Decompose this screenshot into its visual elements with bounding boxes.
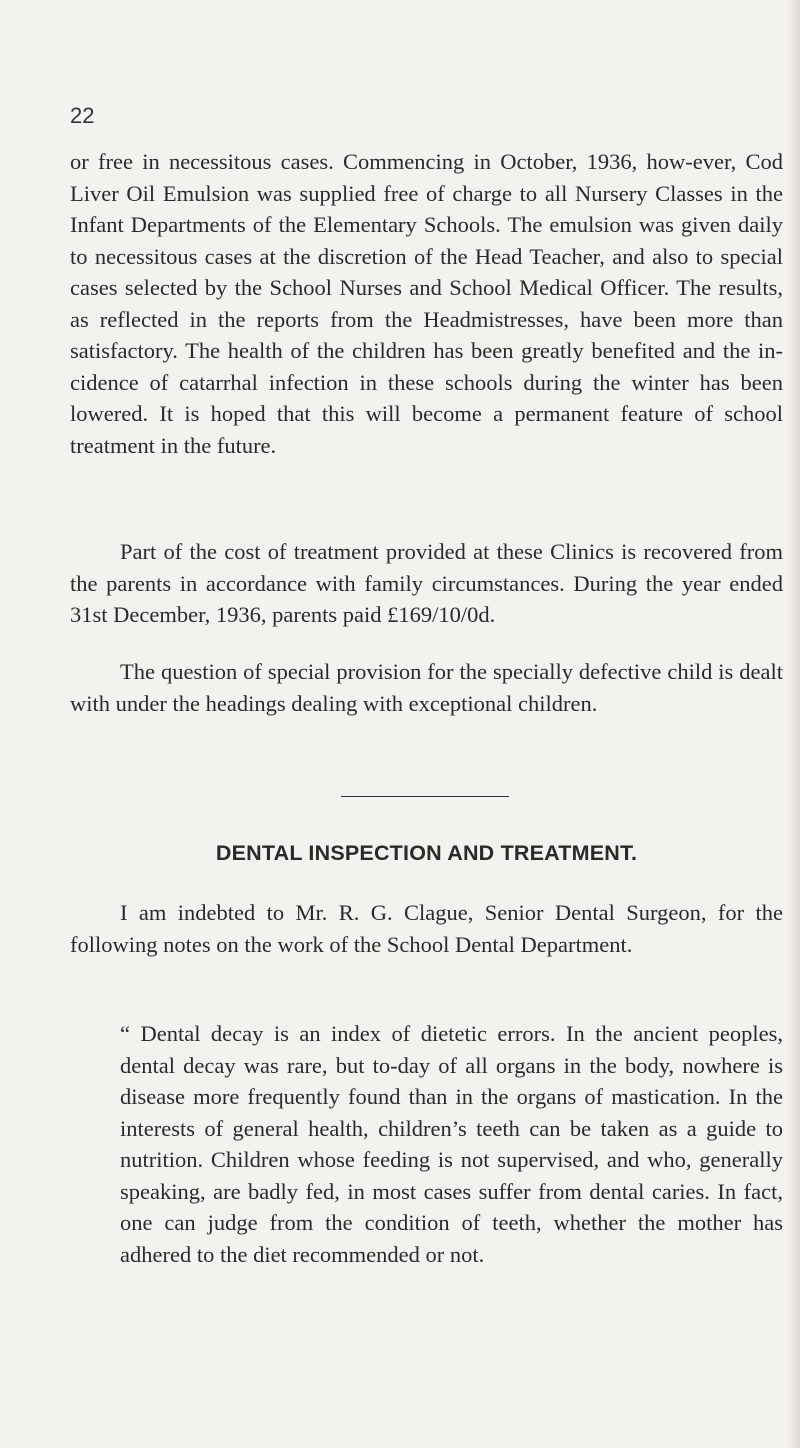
page-edge-shadow	[786, 0, 800, 1448]
section-heading: DENTAL INSPECTION AND TREATMENT.	[215, 841, 638, 865]
paragraph-special-provision: The question of special provision for the specially defective child is dealt with under the headings dealing with exceptional children.	[70, 659, 783, 716]
paragraph-cod-liver-oil: or free in necessitous cases. Commencing in October, 1936, how-ever, Cod Liver Oil Emulsion was supplied free of charge to all Nursery Classes in the Infant Departments of the Elementary Schools. The emulsion was given daily to necessitous cases at the discretion of the Head Teacher, and also to special cases selected by the School Nurses and School Medical Officer. The results, as reflected in the reports from the Headmistresses, have been more than satisfactory. The health of the children has been greatly benefited and the in-cidence of catarrhal infection in these schools during the winter has been lowered. It is hoped that this will become a permanent feature of school treatment in the future.	[70, 149, 783, 458]
page-number: 22	[70, 103, 95, 128]
paragraph-acknowledgement: I am indebted to Mr. R. G. Clague, Senior Dental Surgeon, for the following notes on the work of the School Dental Department.	[70, 900, 783, 957]
section-divider	[341, 796, 509, 797]
paragraph-treatment-cost: Part of the cost of treatment provided at these Clinics is recovered from the parents in accordance with family circumstances. During the year ended 31st December, 1936, parents paid £169/10/0d.	[70, 539, 783, 627]
quotation-dental-decay: “ Dental decay is an index of dietetic errors. In the ancient peoples, dental decay was rare, but to-day of all organs in the body, nowhere is disease more frequently found than in the organs of mastication. In the interests of general health, children’s teeth can be taken as a guide to nutrition. Children whose feeding is not supervised, and who, generally speaking, are badly fed, in most cases suffer from dental caries. In fact, one can judge from the condition of teeth, whether the mother has adhered to the diet recommended or not.	[120, 1021, 783, 1267]
